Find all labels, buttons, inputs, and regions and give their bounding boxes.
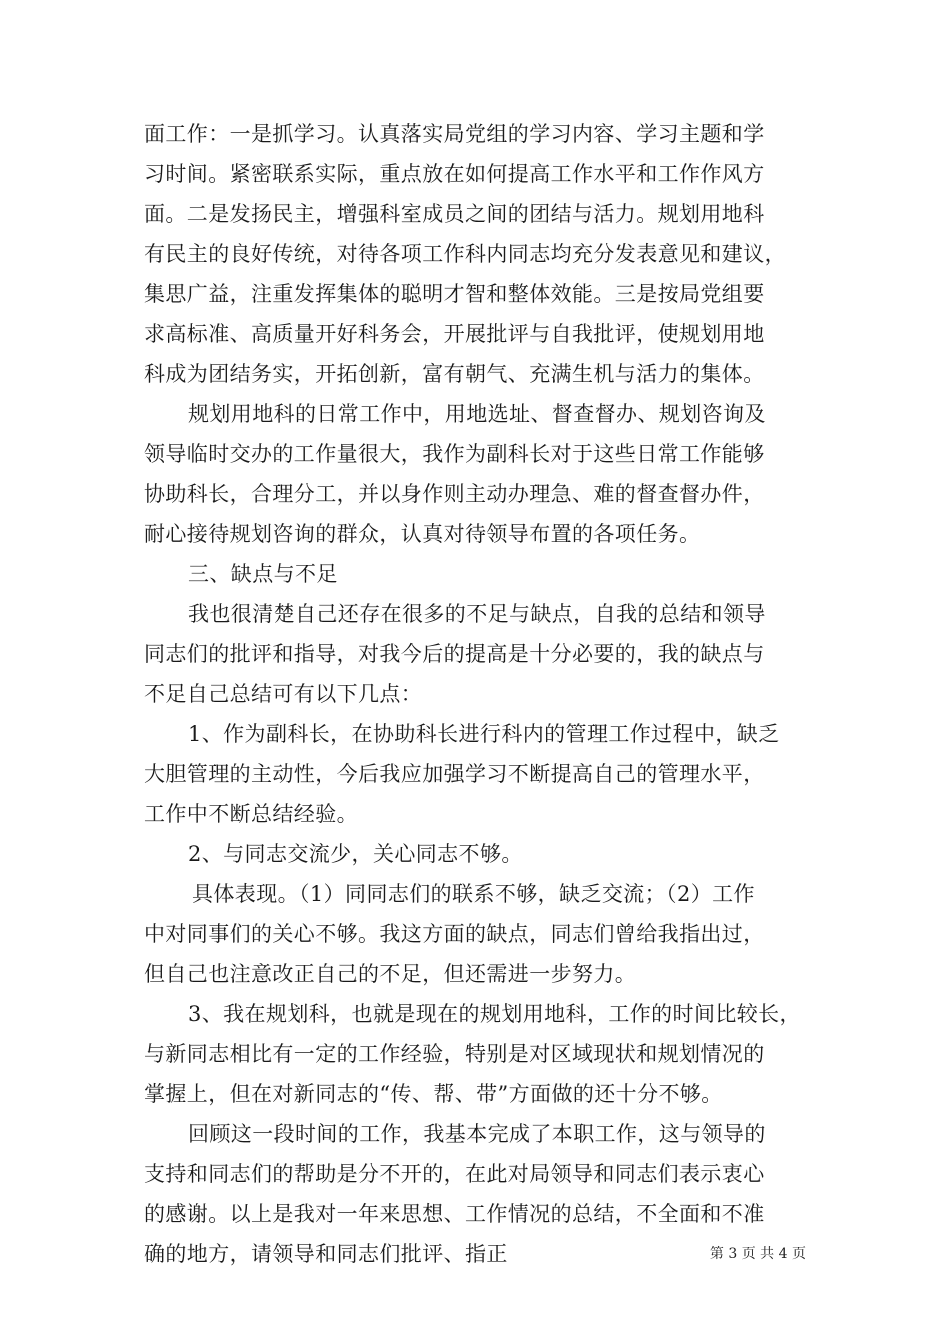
text-line: 支持和同志们的帮助是分不开的，在此对局领导和同志们表示衷心 bbox=[144, 1162, 765, 1186]
text-line: 面工作：一是抓学习。认真落实局党组的学习内容、学习主题和学 bbox=[144, 122, 765, 146]
list-item-first-line: 1、作为副科长，在协助科长进行科内的管理工作过程中，缺乏 bbox=[188, 722, 780, 746]
paragraph-first-line: 我也很清楚自己还存在很多的不足与缺点，自我的总结和领导 bbox=[188, 602, 766, 626]
text-line: 不足自己总结可有以下几点： bbox=[144, 682, 423, 706]
text-line: 掌握上，但在对新同志的“传、帮、带”方面做的还十分不够。 bbox=[144, 1082, 723, 1106]
text-line: 大胆管理的主动性，今后我应加强学习不断提高自己的管理水平， bbox=[144, 762, 765, 786]
text-line: 科成为团结务实，开拓创新，富有朝气、充满生机与活力的集体。 bbox=[144, 362, 765, 386]
text-line: 但自己也注意改正自己的不足，但还需进一步努力。 bbox=[144, 962, 637, 986]
list-item-first-line: 3、我在规划科，也就是现在的规划用地科，工作的时间比较长， bbox=[188, 1002, 801, 1026]
page-number: 第 3 页 共 4 页 bbox=[709, 1246, 806, 1262]
text-line: 有民主的良好传统，对待各项工作科内同志均充分发表意见和建议， bbox=[144, 242, 786, 266]
text-line: 习时间。紧密联系实际，重点放在如何提高工作水平和工作作风方 bbox=[144, 162, 765, 186]
text-line: 与新同志相比有一定的工作经验，特别是对区域现状和规划情况的 bbox=[144, 1042, 765, 1066]
list-item-first-line: 2、与同志交流少，关心同志不够。 bbox=[188, 842, 523, 866]
text-line: 确的地方，请领导和同志们批评、指正 bbox=[144, 1242, 508, 1266]
section-heading: 三、缺点与不足 bbox=[188, 562, 338, 586]
paragraph-first-line: 回顾这一段时间的工作，我基本完成了本职工作，这与领导的 bbox=[188, 1122, 766, 1146]
paragraph-first-line: 具体表现。（1）同同志们的联系不够，缺乏交流；（2）工作 bbox=[192, 882, 755, 906]
text-line: 中对同事们的关心不够。我这方面的缺点，同志们曾给我指出过， bbox=[144, 922, 765, 946]
paragraph-first-line: 规划用地科的日常工作中，用地选址、督查督办、规划咨询及 bbox=[188, 402, 766, 426]
text-line: 同志们的批评和指导，对我今后的提高是十分必要的，我的缺点与 bbox=[144, 642, 765, 666]
text-line: 领导临时交办的工作量很大，我作为副科长对于这些日常工作能够 bbox=[144, 442, 765, 466]
text-line: 集思广益，注重发挥集体的聪明才智和整体效能。三是按局党组要 bbox=[144, 282, 765, 306]
text-line: 面。二是发扬民主，增强科室成员之间的团结与活力。规划用地科 bbox=[144, 202, 765, 226]
text-line: 耐心接待规划咨询的群众，认真对待领导布置的各项任务。 bbox=[144, 522, 701, 546]
text-line: 协助科长，合理分工，并以身作则主动办理急、难的督查督办件， bbox=[144, 482, 765, 506]
text-line: 工作中不断总结经验。 bbox=[144, 802, 358, 826]
text-line: 的感谢。以上是我对一年来思想、工作情况的总结，不全面和不准 bbox=[144, 1202, 765, 1226]
text-line: 求高标准、高质量开好科务会，开展批评与自我批评，使规划用地 bbox=[144, 322, 765, 346]
